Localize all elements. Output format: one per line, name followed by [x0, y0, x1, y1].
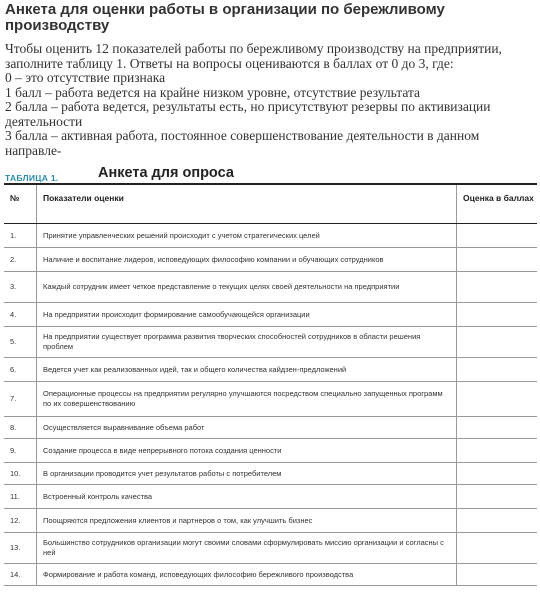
table-row — [4, 272, 537, 303]
table-row — [4, 533, 537, 564]
table-row — [4, 224, 537, 248]
table-row — [4, 564, 537, 586]
row-number: 6. — [10, 364, 17, 374]
score-cell[interactable] — [456, 439, 537, 462]
score-cell[interactable] — [456, 224, 537, 247]
row-indicator — [36, 303, 456, 326]
row-number: 4. — [10, 309, 17, 319]
intro-text — [5, 42, 530, 158]
table-row — [4, 327, 537, 358]
row-number: 3. — [10, 282, 17, 291]
intro-line: 1 балл – работа ведется на крайне низком уровне, отсутствие результата — [5, 84, 421, 100]
score-cell[interactable] — [456, 417, 537, 438]
row-number: 12. — [10, 515, 21, 525]
table-row — [4, 463, 537, 485]
intro-line: 3 балла – активная работа, постоянное совершенствование деятельности в данном направле- — [5, 128, 480, 158]
survey-table — [4, 183, 537, 586]
table-row — [4, 485, 537, 509]
row-indicator — [36, 463, 456, 484]
row-number: 8. — [10, 422, 17, 432]
row-indicator — [36, 272, 456, 302]
table-row — [4, 248, 537, 272]
row-indicator-text: Создание процесса в виде непрерывного потока создания ценности — [43, 445, 282, 455]
score-cell[interactable] — [456, 533, 537, 563]
row-indicator — [36, 485, 456, 508]
row-indicator-text: Формирование и работа команд, исповедующих философию бережливого производства — [43, 569, 354, 579]
row-indicator — [36, 533, 456, 563]
row-number: 11. — [10, 491, 20, 501]
row-indicator — [36, 417, 456, 438]
row-number: 7. — [10, 394, 17, 403]
score-cell[interactable] — [456, 509, 537, 532]
header-indicator: Показатели оценки — [36, 185, 456, 223]
row-indicator-text: Наличие и воспитание лидеров, исповедующих философию компании и обучающих сотрудников — [43, 254, 384, 264]
intro-line: Чтобы оценить 12 показателей работы по бережливому производству на предприятии, заполните таблицу 1. Ответы на вопросы оцениваются в баллах от 0 до 3, где: — [5, 41, 502, 71]
row-indicator — [36, 509, 456, 532]
row-indicator-text: Большинство сотрудников организации могут своими словами сформулировать миссию организации и согласны с ней — [43, 538, 444, 557]
row-indicator — [36, 224, 456, 247]
row-indicator-text: В организации проводится учет результатов работы с потребителем — [43, 468, 282, 478]
row-indicator-text: На предприятии происходит формирование самообучающейся организации — [43, 309, 310, 319]
row-number: 14. — [10, 569, 21, 579]
header-score: Оценка в баллах — [456, 185, 537, 223]
row-indicator — [36, 248, 456, 271]
row-indicator-text: Операционные процессы на предприятии регулярно улучшаются посредством специально запущенных программ по их совершенствованию — [43, 389, 443, 408]
score-cell[interactable] — [456, 358, 537, 381]
table-row — [4, 303, 537, 327]
row-number: 10. — [10, 468, 21, 478]
table-title: Анкета для опроса — [98, 165, 234, 181]
score-cell[interactable] — [456, 485, 537, 508]
row-indicator-text: Поощряются предложения клиентов и партнеров о том, как улучшить бизнес — [43, 515, 313, 525]
row-indicator-text: Встроенный контроль качества — [43, 491, 153, 501]
table-label: ТАБЛИЦА 1. — [5, 173, 59, 183]
score-cell[interactable] — [456, 463, 537, 484]
header-num: № — [10, 193, 20, 203]
row-number: 13. — [10, 543, 21, 552]
row-indicator — [36, 327, 456, 357]
intro-line: 0 – это отсутствие признака — [5, 70, 166, 85]
row-number: 1. — [10, 230, 17, 240]
row-number: 5. — [10, 337, 17, 346]
score-cell[interactable] — [456, 248, 537, 271]
score-cell[interactable] — [456, 303, 537, 326]
row-indicator-text: Осуществляется выравнивание объема работ — [43, 422, 205, 432]
row-number: 2. — [10, 254, 17, 264]
table-row — [4, 382, 537, 417]
row-indicator-text: Ведется учет как реализованных идей, так и общего количества кайдзен-предложений — [43, 364, 347, 374]
table-body — [4, 224, 537, 586]
score-cell[interactable] — [456, 327, 537, 357]
table-row — [4, 417, 537, 439]
table-header-row — [4, 185, 537, 224]
intro-line: 2 балла – работа ведется, результаты есть, но присутствуют резервы по активизации деятельности — [5, 99, 491, 129]
score-cell[interactable] — [456, 272, 537, 302]
row-indicator-text: На предприятии существует программа развития творческих способностей сотрудников в области решения проблем — [43, 332, 421, 351]
document-title: Анкета для оценки работы в организации по бережливому производству — [5, 1, 445, 34]
row-number: 9. — [10, 445, 17, 455]
table-row — [4, 439, 537, 463]
row-indicator — [36, 358, 456, 381]
row-indicator — [36, 382, 456, 416]
row-indicator-text: Каждый сотрудник имеет четкое представление о текущих целях своей деятельности на предприятии — [43, 282, 400, 291]
table-row — [4, 358, 537, 382]
score-cell[interactable] — [456, 382, 537, 416]
score-cell[interactable] — [456, 564, 537, 585]
row-indicator — [36, 439, 456, 462]
row-indicator-text: Принятие управленческих решений происходит с учетом стратегических целей — [43, 230, 320, 240]
row-indicator — [36, 564, 456, 585]
table-row — [4, 509, 537, 533]
